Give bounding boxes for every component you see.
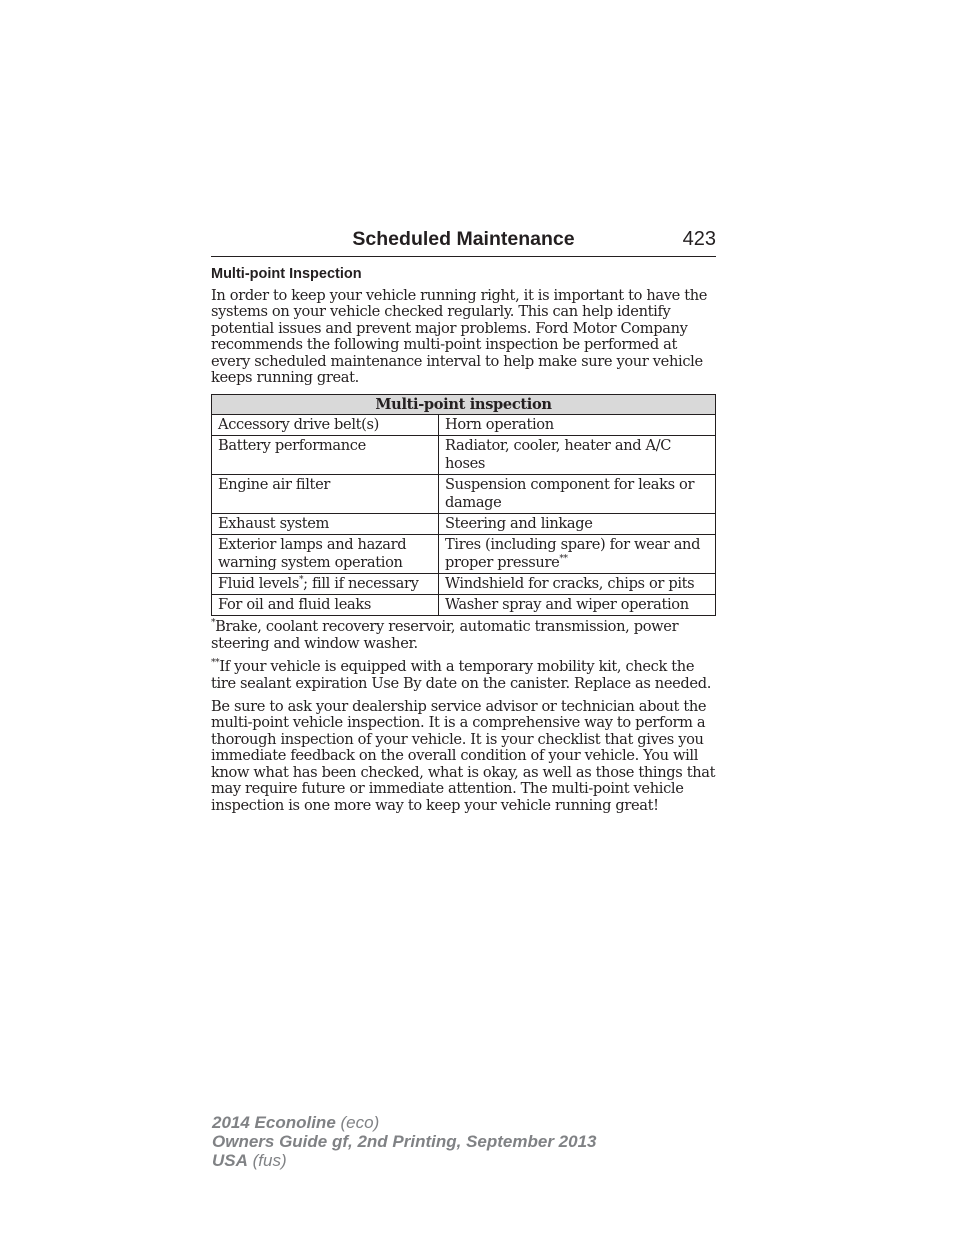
page-number: 423 (682, 228, 716, 250)
table-header-row (212, 395, 716, 415)
footer-market: USA (212, 1151, 248, 1170)
table-cell: Washer spray and wiper operation (439, 595, 716, 616)
inspection-table (211, 394, 716, 616)
table-cell: Suspension component for leaks or damage (439, 475, 716, 514)
footer-market-code: (fus) (247, 1151, 287, 1170)
footer-line-3 (212, 1151, 596, 1170)
footnote-marker: ** (559, 554, 568, 565)
page-footer (212, 1113, 596, 1170)
footnote-text: Brake, coolant recovery reservoir, automatic transmission, power steering and window washer. (211, 618, 679, 652)
page-content (211, 228, 716, 814)
footnote-marker: * (211, 618, 216, 629)
table-row (212, 595, 716, 616)
table-cell: Accessory drive belt(s) (212, 415, 439, 436)
table-row (212, 436, 716, 475)
table-row (212, 514, 716, 535)
closing-paragraph: Be sure to ask your dealership service advisor or technician about the multi-point vehicle inspection. It is a comprehensive way to perform a thorough inspection of your vehicle. It is your checklist that gives you immediate feedback on the overall condition of your vehicle. You will know what has been checked, what is okay, as well as those things that may require future or immediate attention. The multi-point vehicle inspection is one more way to keep your vehicle running great! (211, 698, 716, 814)
footnote-marker: * (298, 575, 304, 586)
table-cell: Steering and linkage (439, 514, 716, 535)
page-header (211, 228, 716, 257)
cell-text: Tires (including spare) for wear and proper pressure (445, 536, 701, 572)
table-cell: Horn operation (439, 415, 716, 436)
table-cell: Windshield for cracks, chips or pits (439, 574, 716, 595)
footer-model: 2014 Econoline (212, 1113, 336, 1132)
footnote-text: If your vehicle is equipped with a temporary mobility kit, check the tire sealant expiration Use By date on the canister. Replace as needed. (211, 658, 711, 692)
table-cell (439, 535, 716, 574)
chapter-title: Scheduled Maintenance (352, 228, 575, 250)
cell-text: Fluid levels (218, 575, 299, 593)
footnote-marker: ** (211, 658, 220, 669)
table-cell: Battery performance (212, 436, 439, 475)
table-cell: Exterior lamps and hazard warning system operation (212, 535, 439, 574)
footer-line-2: Owners Guide gf, 2nd Printing, September 2013 (212, 1132, 597, 1151)
table-cell: Engine air filter (212, 475, 439, 514)
table-row (212, 574, 716, 595)
table-row (212, 535, 716, 574)
footer-model-code: (eco) (335, 1113, 380, 1132)
table-row (212, 475, 716, 514)
table-cell: Exhaust system (212, 514, 439, 535)
footnote-one (211, 619, 716, 652)
intro-paragraph: In order to keep your vehicle running right, it is important to have the systems on your vehicle checked regularly. This can help identify potential issues and prevent major problems. Ford Motor Company recommends the following multi-point inspection be performed at every scheduled maintenance interval to help make sure your vehicle keeps running great. (211, 287, 708, 387)
table-cell (212, 574, 439, 595)
table-row (212, 415, 716, 436)
section-title: Multi-point Inspection (211, 266, 362, 282)
table-cell: For oil and fluid leaks (212, 595, 439, 616)
footnote-two (211, 659, 716, 692)
cell-text-suffix: ; fill if necessary (303, 575, 419, 593)
table-cell: Radiator, cooler, heater and A/C hoses (439, 436, 716, 475)
table-heading: Multi-point inspection (212, 395, 716, 415)
footer-line-1 (212, 1113, 596, 1132)
